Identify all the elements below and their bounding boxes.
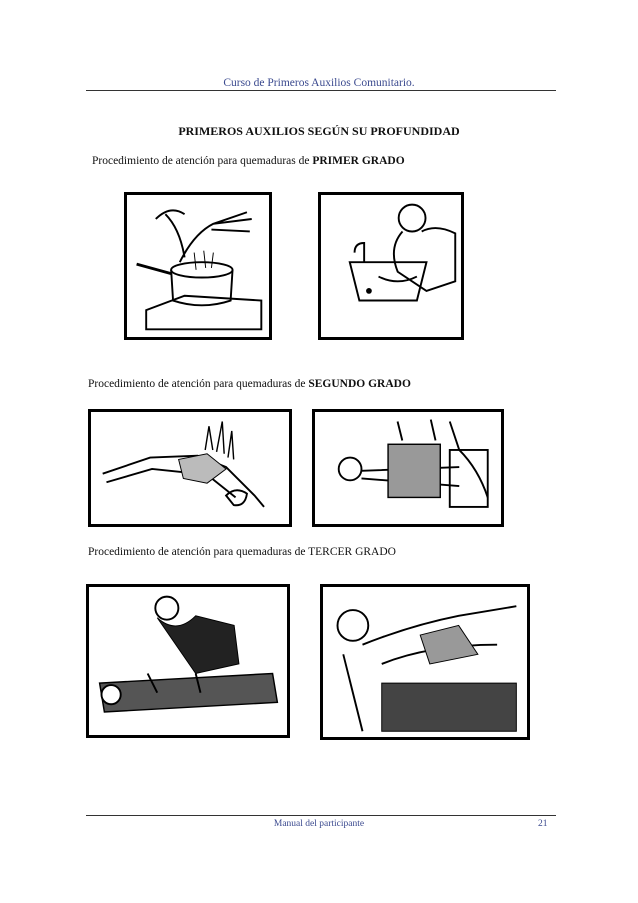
header-divider: [86, 90, 556, 91]
illustration-person-at-sink: [318, 192, 464, 340]
caption-first-degree-emphasis: PRIMER GRADO: [312, 155, 405, 167]
caption-second-degree: [88, 378, 411, 390]
illustration-rescuer-over-victim: [86, 584, 290, 738]
caption-second-degree-emphasis: SEGUNDO GRADO: [308, 378, 411, 390]
section-title: PRIMEROS AUXILIOS SEGÚN SU PROFUNDIDAD: [178, 124, 460, 138]
footer-label: Manual del participante: [273, 819, 365, 829]
illustration-hand-cooling-in-pot: [124, 192, 272, 340]
caption-third-degree-prefix: Procedimiento de atención para quemaduras de TERCER GRADO: [88, 546, 396, 558]
page-number: 21: [538, 819, 548, 829]
caption-first-degree-prefix: Procedimiento de atención para quemaduras de: [92, 155, 313, 167]
illustration-wrapping-burn-victim: [320, 584, 530, 740]
header-title: Curso de Primeros Auxilios Comunitario.: [223, 77, 415, 89]
illustration-person-lying-with-fire: [88, 409, 292, 527]
caption-third-degree: [88, 546, 396, 558]
illustration-covering-with-cloth: [312, 409, 504, 527]
caption-first-degree: [92, 155, 405, 167]
footer-divider: [86, 815, 556, 816]
caption-second-degree-prefix: Procedimiento de atención para quemaduras de: [88, 378, 309, 390]
